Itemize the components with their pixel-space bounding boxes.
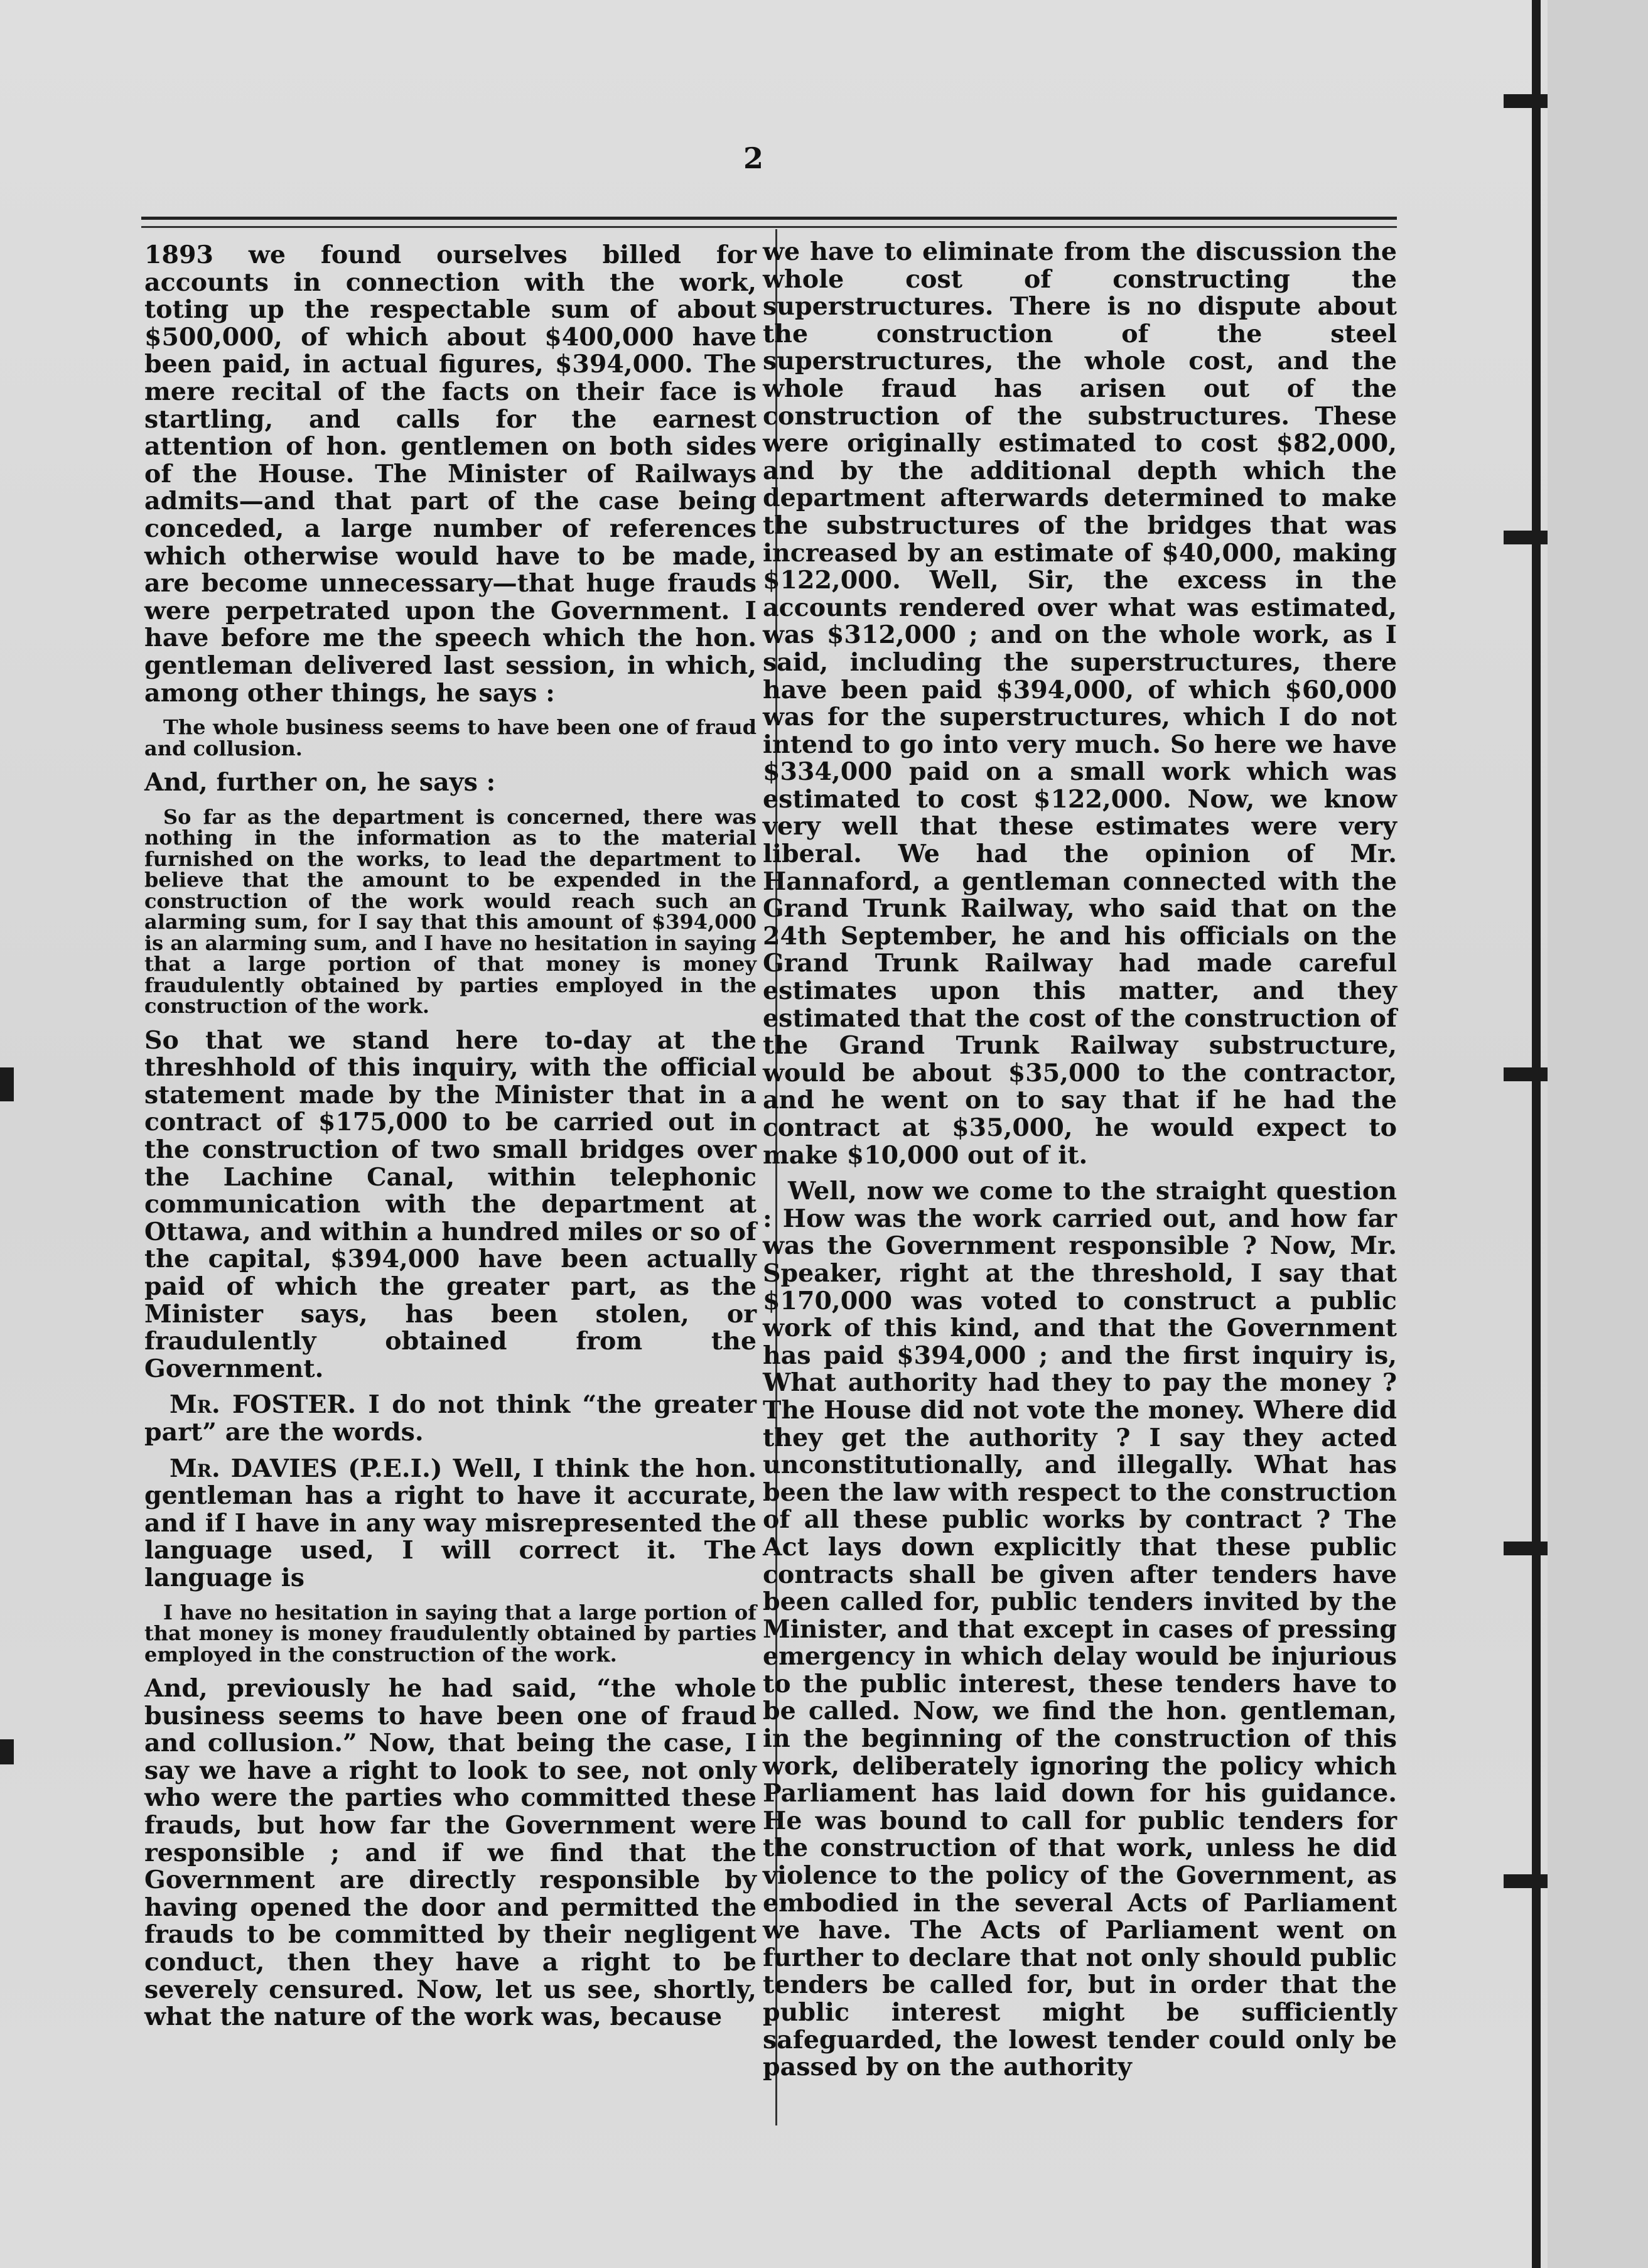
binding-mark [1504,531,1548,544]
speaker-name: Mr. DAVIES (P.E.I.) [170,1454,443,1483]
page-number: 2 [743,141,763,175]
speaker-paragraph [144,1391,757,1446]
paragraph: And, previously he had said, “the whole business seems to have been one of fraud and collusion.” Now, that being the case, I say we have a right to look to see, not only who were the parties who committed these frauds, but how far the Government were responsible ; and if we find that the Government are directly responsible by having opened the door and permitted the frauds to be committed by their negligent conduct, then they have a right to be severely censured. Now, let us see, shortly, what the nature of the work was, because [144,1674,757,2032]
left-column [144,242,757,2031]
header-rule [141,217,1397,220]
block-quote: The whole business seems to have been one of fraud and collusion. [144,715,757,760]
speaker-paragraph [144,1455,757,1592]
block-quote: So far as the department is concerned, there was nothing in the information as to the material furnished on the works, to lead the department to believe that the amount to be expended in the construction of the work would reach such an alarming sum, for I say that this amount of $394,000 is an alarming sum, and I have no hesitation in saying that a large portion of that money is money fraudulently obtained by parties employed in the construction of the work. [144,804,757,1018]
block-quote: I have no hesitation in saying that a large portion of that money is money fraudulently obtained by parties employed in the construction of the work. [144,1600,757,1666]
binding-mark [1504,1067,1548,1081]
paragraph: Well, now we come to the straight question : How was the work carried out, and how far was the Government responsible ? Now, Mr. Speaker, right at the threshold, I say that $170,000 was voted to construct a public work of this kind, and that the Government has paid $394,000 ; and the first inquiry is, What authority had they to pay the money ? The House did not vote the money. Where did they get the authority ? I say they acted unconstitutionally, and illegally. What has been the law with respect to the construction of all these public works by contract ? The Act lays down explicitly that these public contracts shall be given after tenders have been called for, public tenders invited by the Minister, and that except in cases of pressing emergency in which delay would be injurious to the public interest, these tenders have to be called. Now, we find the hon. gentleman, in the beginning of the construction of this work, deliberately ignoring the policy which Parliament has laid down for his guidance. He was bound to call for public tenders for the construction of that work, unless he did violence to the policy of the Government, as embodied in the several Acts of Parliament we have. The Acts of Parliament went on further to declare that not only should public tenders be called for, but in order that the public interest might be sufficiently safeguarded, the lowest tender could only be passed by on the authority [763,1177,1397,2082]
paragraph: we have to eliminate from the discussion the whole cost of constructing the superstructures. There is no dispute about the construction of the steel superstructures, the whole cost, and the whole fraud has arisen out of the construction of the substructures. These were originally estimated to cost $82,000, and by the additional depth which the department afterwards determined to make the substructures of the bridges that was increased by an estimate of $40,000, making $122,000. Well, Sir, the excess in the accounts rendered over what was estimated, was $312,000 ; and on the whole work, as I said, including the superstructures, there have been paid $394,000, of which $60,000 was for the superstructures, which I do not intend to go into very much. So here we have $334,000 paid on a small work which was estimated to cost $122,000. Now, we know very well that these estimates were very liberal. We had the opinion of Mr. Hannaford, a gentleman connected with the Grand Trunk Railway, who said that on the 24th September, he and his officials on the Grand Trunk Railway had made careful estimates upon this matter, and they estimated that the cost of the construction of the Grand Trunk Railway substructure, would be about $35,000 to the contractor, and he went on to say that if he had the contract at $35,000, he would expect to make $10,000 out of it. [763,237,1397,1170]
right-column [763,239,1397,2082]
paragraph: And, further on, he says : [144,768,496,797]
binding-mark [1504,94,1548,108]
header-rule-thin [141,226,1397,228]
edge-notch [0,1739,14,1764]
binding-margin [1548,0,1648,2268]
binding-mark [1504,1874,1548,1888]
binding-edge [1532,0,1541,2268]
paragraph: 1893 we found ourselves billed for accounts in connection with the work, toting up the respectable sum of about $500,000, of which about $400,000 have been paid, in actual figures, $394,000. The mere recital of the facts on their face is startling, and calls for the earnest attention of hon. gentlemen on both sides of the House. The Minister of Railways admits—and that part of the case being conceded, a large number of references which otherwise would have to be made, are become unnecessary—that huge frauds were perpetrated upon the Government. I have before me the speech which the hon. gentleman delivered last session, in which, among other things, he says : [144,240,757,708]
speaker-text: Well, I think the hon. gentleman has a right to have it accurate, and if I have in any way misrepresented the language used, I will correct it. The language is [144,1454,757,1592]
speaker-name: Mr. FOSTER. [170,1390,357,1420]
binding-mark [1504,1542,1548,1555]
paragraph: So that we stand here to-day at the threshhold of this inquiry, with the official statement made by the Minister that in a contract of $175,000 to be carried out in the construction of two small bridges over the Lachine Canal, within telephonic communication with the department at Ottawa, and within a hundred miles or so of the capital, $394,000 have been actually paid of which the greater part, as the Minister says, has been stolen, or fraudulently obtained from the Government. [144,1025,757,1383]
speaker-text: I do not think “the greater part” are the words. [144,1390,757,1447]
edge-notch [0,1067,14,1101]
